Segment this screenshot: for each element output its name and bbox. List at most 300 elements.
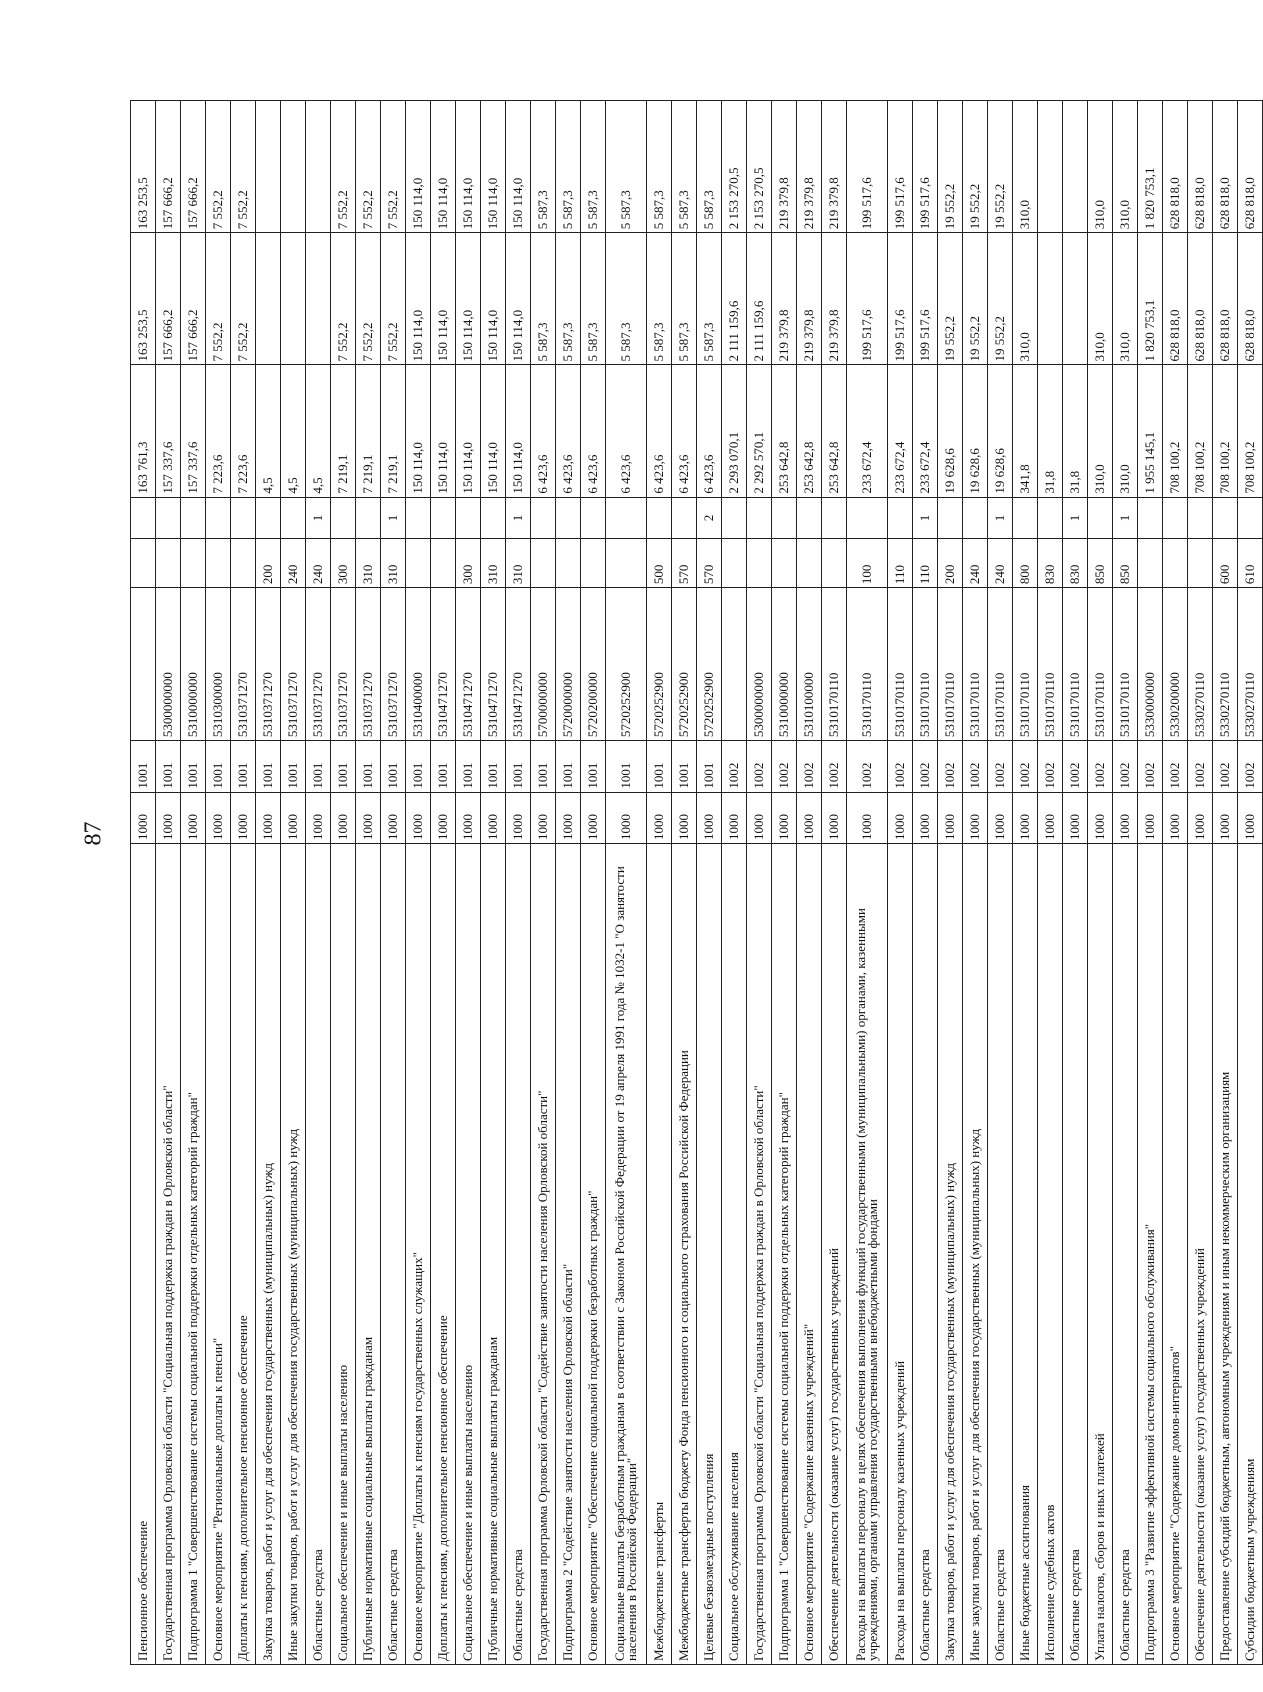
amount-year-3: 5 587,3 bbox=[556, 101, 581, 233]
amount-year-1: 2 292 570,1 bbox=[747, 365, 772, 497]
amount-year-1: 2 293 070,1 bbox=[722, 365, 747, 497]
amount-year-1: 150 114,0 bbox=[481, 365, 506, 497]
table-row bbox=[913, 101, 938, 1665]
section-code: 1000 bbox=[181, 792, 206, 843]
target-article-code: 5330270110 bbox=[1213, 588, 1238, 741]
target-article-code: 5720252900 bbox=[606, 588, 647, 741]
budget-table bbox=[130, 100, 1263, 1665]
section-code: 1000 bbox=[988, 792, 1013, 843]
subsection-code: 1001 bbox=[606, 741, 647, 792]
subsection-code: 1002 bbox=[1138, 741, 1163, 792]
table-row bbox=[1138, 101, 1163, 1665]
subsection-code: 1001 bbox=[431, 741, 456, 792]
target-article-code: 5310371270 bbox=[331, 588, 356, 741]
funding-source-code bbox=[847, 497, 888, 539]
section-code: 1000 bbox=[1038, 792, 1063, 843]
amount-year-2: 219 379,8 bbox=[797, 233, 822, 365]
row-name: Доплаты к пенсиям, дополнительное пенсионное обеспечение bbox=[431, 844, 456, 1665]
funding-source-code bbox=[672, 497, 697, 539]
amount-year-3: 5 587,3 bbox=[531, 101, 556, 233]
row-name: Областные средства bbox=[506, 844, 531, 1665]
target-article-code: 5310170110 bbox=[1113, 588, 1138, 741]
funding-source-code bbox=[531, 497, 556, 539]
target-article-code: 5310371270 bbox=[231, 588, 256, 741]
expense-type-code: 310 bbox=[356, 539, 381, 588]
funding-source-code bbox=[1163, 497, 1188, 539]
funding-source-code bbox=[356, 497, 381, 539]
expense-type-code: 240 bbox=[988, 539, 1013, 588]
subsection-code: 1001 bbox=[306, 741, 331, 792]
funding-source-code bbox=[963, 497, 988, 539]
section-code: 1000 bbox=[722, 792, 747, 843]
section-code: 1000 bbox=[672, 792, 697, 843]
expense-type-code: 100 bbox=[847, 539, 888, 588]
table-row bbox=[456, 101, 481, 1665]
table-row bbox=[556, 101, 581, 1665]
amount-year-3: 628 818,0 bbox=[1213, 101, 1238, 233]
amount-year-2: 5 587,3 bbox=[647, 233, 672, 365]
amount-year-3: 19 552,2 bbox=[938, 101, 963, 233]
funding-source-code bbox=[206, 497, 231, 539]
subsection-code: 1002 bbox=[1188, 741, 1213, 792]
section-code: 1000 bbox=[606, 792, 647, 843]
amount-year-3: 5 587,3 bbox=[697, 101, 722, 233]
subsection-code: 1001 bbox=[697, 741, 722, 792]
section-code: 1000 bbox=[556, 792, 581, 843]
amount-year-1: 310,0 bbox=[1088, 365, 1113, 497]
funding-source-code bbox=[181, 497, 206, 539]
expense-type-code: 830 bbox=[1063, 539, 1088, 588]
amount-year-3: 7 552,2 bbox=[206, 101, 231, 233]
expense-type-code: 300 bbox=[331, 539, 356, 588]
amount-year-1: 7 219,1 bbox=[356, 365, 381, 497]
row-name: Иные бюджетные ассигнования bbox=[1013, 844, 1038, 1665]
section-code: 1000 bbox=[306, 792, 331, 843]
amount-year-1: 4,5 bbox=[306, 365, 331, 497]
amount-year-2 bbox=[1063, 233, 1088, 365]
funding-source-code: 1 bbox=[1063, 497, 1088, 539]
section-code: 1000 bbox=[256, 792, 281, 843]
table-row bbox=[356, 101, 381, 1665]
target-article-code: 5310170110 bbox=[913, 588, 938, 741]
section-code: 1000 bbox=[356, 792, 381, 843]
amount-year-1: 253 642,8 bbox=[822, 365, 847, 497]
expense-type-code: 300 bbox=[456, 539, 481, 588]
subsection-code: 1002 bbox=[888, 741, 913, 792]
subsection-code: 1001 bbox=[481, 741, 506, 792]
subsection-code: 1002 bbox=[963, 741, 988, 792]
funding-source-code bbox=[556, 497, 581, 539]
amount-year-3: 2 153 270,5 bbox=[722, 101, 747, 233]
amount-year-2: 628 818,0 bbox=[1163, 233, 1188, 365]
funding-source-code bbox=[797, 497, 822, 539]
amount-year-2 bbox=[281, 233, 306, 365]
table-row bbox=[772, 101, 797, 1665]
expense-type-code bbox=[131, 539, 156, 588]
row-name: Государственная программа Орловской области "Социальная поддержка граждан в Орловской области" bbox=[156, 844, 181, 1665]
expense-type-code: 850 bbox=[1113, 539, 1138, 588]
expense-type-code: 240 bbox=[963, 539, 988, 588]
expense-type-code bbox=[747, 539, 772, 588]
amount-year-3: 219 379,8 bbox=[822, 101, 847, 233]
table-row bbox=[647, 101, 672, 1665]
section-code: 1000 bbox=[888, 792, 913, 843]
expense-type-code: 310 bbox=[506, 539, 531, 588]
row-name: Областные средства bbox=[988, 844, 1013, 1665]
expense-type-code bbox=[1188, 539, 1213, 588]
expense-type-code bbox=[156, 539, 181, 588]
row-name: Предоставление субсидий бюджетным, автономным учреждениям и иным некоммерческим организациям bbox=[1213, 844, 1238, 1665]
amount-year-3: 5 587,3 bbox=[581, 101, 606, 233]
amount-year-1: 6 423,6 bbox=[697, 365, 722, 497]
section-code: 1000 bbox=[797, 792, 822, 843]
table-row bbox=[888, 101, 913, 1665]
table-body bbox=[131, 101, 1263, 1665]
expense-type-code: 240 bbox=[306, 539, 331, 588]
section-code: 1000 bbox=[847, 792, 888, 843]
target-article-code: 5720252900 bbox=[647, 588, 672, 741]
amount-year-2 bbox=[1038, 233, 1063, 365]
funding-source-code bbox=[156, 497, 181, 539]
amount-year-3: 163 253,5 bbox=[131, 101, 156, 233]
amount-year-2: 5 587,3 bbox=[672, 233, 697, 365]
funding-source-code bbox=[888, 497, 913, 539]
row-name: Субсидии бюджетным учреждениям bbox=[1238, 844, 1263, 1665]
table-row bbox=[131, 101, 156, 1665]
expense-type-code bbox=[722, 539, 747, 588]
section-code: 1000 bbox=[456, 792, 481, 843]
row-name: Расходы на выплаты персоналу казенных учреждений bbox=[888, 844, 913, 1665]
section-code: 1000 bbox=[1213, 792, 1238, 843]
subsection-code: 1001 bbox=[672, 741, 697, 792]
funding-source-code bbox=[722, 497, 747, 539]
row-name: Закупка товаров, работ и услуг для обеспечения государственных (муниципальных) нужд bbox=[938, 844, 963, 1665]
subsection-code: 1002 bbox=[1163, 741, 1188, 792]
amount-year-2: 150 114,0 bbox=[406, 233, 431, 365]
amount-year-1: 150 114,0 bbox=[431, 365, 456, 497]
target-article-code: 5310371270 bbox=[356, 588, 381, 741]
section-code: 1000 bbox=[747, 792, 772, 843]
amount-year-1: 253 642,8 bbox=[797, 365, 822, 497]
amount-year-1: 150 114,0 bbox=[456, 365, 481, 497]
amount-year-3: 1 820 753,1 bbox=[1138, 101, 1163, 233]
expense-type-code bbox=[606, 539, 647, 588]
subsection-code: 1001 bbox=[531, 741, 556, 792]
funding-source-code bbox=[1188, 497, 1213, 539]
table-row bbox=[231, 101, 256, 1665]
section-code: 1000 bbox=[1188, 792, 1213, 843]
table-row bbox=[1163, 101, 1188, 1665]
expense-type-code bbox=[797, 539, 822, 588]
amount-year-2: 157 666,2 bbox=[156, 233, 181, 365]
target-article-code: 5310170110 bbox=[1013, 588, 1038, 741]
section-code: 1000 bbox=[156, 792, 181, 843]
funding-source-code bbox=[406, 497, 431, 539]
section-code: 1000 bbox=[938, 792, 963, 843]
funding-source-code bbox=[131, 497, 156, 539]
table-row bbox=[697, 101, 722, 1665]
target-article-code: 5310471270 bbox=[431, 588, 456, 741]
amount-year-1: 157 337,6 bbox=[156, 365, 181, 497]
row-name: Социальное обеспечение и иные выплаты населению bbox=[456, 844, 481, 1665]
expense-type-code: 110 bbox=[888, 539, 913, 588]
amount-year-1: 19 628,6 bbox=[938, 365, 963, 497]
amount-year-2: 163 253,5 bbox=[131, 233, 156, 365]
section-code: 1000 bbox=[531, 792, 556, 843]
target-article-code: 5310400000 bbox=[406, 588, 431, 741]
amount-year-1: 157 337,6 bbox=[181, 365, 206, 497]
target-article-code: 5310170110 bbox=[1088, 588, 1113, 741]
row-name: Основное мероприятие "Содержание казенных учреждений" bbox=[797, 844, 822, 1665]
row-name: Целевые безвозмездные поступления bbox=[697, 844, 722, 1665]
subsection-code: 1002 bbox=[1038, 741, 1063, 792]
expense-type-code: 240 bbox=[281, 539, 306, 588]
amount-year-3: 157 666,2 bbox=[181, 101, 206, 233]
amount-year-1: 150 114,0 bbox=[506, 365, 531, 497]
funding-source-code: 1 bbox=[988, 497, 1013, 539]
row-name: Областные средства bbox=[1113, 844, 1138, 1665]
amount-year-1: 233 672,4 bbox=[847, 365, 888, 497]
amount-year-2: 150 114,0 bbox=[456, 233, 481, 365]
row-name: Государственная программа Орловской области "Социальная поддержка граждан в Орловской области" bbox=[747, 844, 772, 1665]
funding-source-code bbox=[1238, 497, 1263, 539]
target-article-code: 5310371270 bbox=[281, 588, 306, 741]
section-code: 1000 bbox=[331, 792, 356, 843]
section-code: 1000 bbox=[1238, 792, 1263, 843]
target-article-code: 5720252900 bbox=[697, 588, 722, 741]
amount-year-1: 310,0 bbox=[1113, 365, 1138, 497]
amount-year-3: 628 818,0 bbox=[1163, 101, 1188, 233]
table-row bbox=[847, 101, 888, 1665]
row-name: Пенсионное обеспечение bbox=[131, 844, 156, 1665]
amount-year-3: 199 517,6 bbox=[888, 101, 913, 233]
amount-year-2: 199 517,6 bbox=[913, 233, 938, 365]
funding-source-code: 1 bbox=[306, 497, 331, 539]
subsection-code: 1001 bbox=[331, 741, 356, 792]
expense-type-code: 200 bbox=[938, 539, 963, 588]
expense-type-code bbox=[406, 539, 431, 588]
funding-source-code bbox=[456, 497, 481, 539]
amount-year-2 bbox=[256, 233, 281, 365]
row-name: Исполнение судебных актов bbox=[1038, 844, 1063, 1665]
amount-year-1: 4,5 bbox=[256, 365, 281, 497]
amount-year-3: 7 552,2 bbox=[356, 101, 381, 233]
target-article-code: 5310100000 bbox=[797, 588, 822, 741]
row-name: Подпрограмма 2 "Содействие занятости населения Орловской области" bbox=[556, 844, 581, 1665]
row-name: Иные закупки товаров, работ и услуг для обеспечения государственных (муниципальных) нужд bbox=[963, 844, 988, 1665]
target-article-code: 5310170110 bbox=[888, 588, 913, 741]
expense-type-code: 310 bbox=[481, 539, 506, 588]
amount-year-2: 199 517,6 bbox=[847, 233, 888, 365]
amount-year-1: 7 219,1 bbox=[381, 365, 406, 497]
amount-year-3: 2 153 270,5 bbox=[747, 101, 772, 233]
section-code: 1000 bbox=[822, 792, 847, 843]
funding-source-code bbox=[231, 497, 256, 539]
row-name: Основное мероприятие "Обеспечение социальной поддержки безработных граждан" bbox=[581, 844, 606, 1665]
section-code: 1000 bbox=[1113, 792, 1138, 843]
table-row bbox=[1038, 101, 1063, 1665]
section-code: 1000 bbox=[206, 792, 231, 843]
amount-year-2: 219 379,8 bbox=[772, 233, 797, 365]
row-name: Основное мероприятие "Региональные доплаты к пенсии" bbox=[206, 844, 231, 1665]
amount-year-3: 628 818,0 bbox=[1188, 101, 1213, 233]
amount-year-1: 341,8 bbox=[1013, 365, 1038, 497]
row-name: Областные средства bbox=[381, 844, 406, 1665]
subsection-code: 1002 bbox=[1213, 741, 1238, 792]
section-code: 1000 bbox=[406, 792, 431, 843]
expense-type-code bbox=[1163, 539, 1188, 588]
target-article-code: 5310170110 bbox=[1063, 588, 1088, 741]
table-row bbox=[1238, 101, 1263, 1665]
amount-year-3: 310,0 bbox=[1113, 101, 1138, 233]
target-article-code: 5310300000 bbox=[206, 588, 231, 741]
table-row bbox=[1188, 101, 1213, 1665]
amount-year-1: 7 223,6 bbox=[231, 365, 256, 497]
amount-year-1: 6 423,6 bbox=[581, 365, 606, 497]
section-code: 1000 bbox=[381, 792, 406, 843]
funding-source-code bbox=[747, 497, 772, 539]
amount-year-3: 310,0 bbox=[1088, 101, 1113, 233]
row-name: Подпрограмма 3 "Развитие эффективной системы социального обслуживания" bbox=[1138, 844, 1163, 1665]
section-code: 1000 bbox=[647, 792, 672, 843]
table-row bbox=[747, 101, 772, 1665]
expense-type-code: 800 bbox=[1013, 539, 1038, 588]
amount-year-3: 199 517,6 bbox=[913, 101, 938, 233]
page-number: 87 bbox=[80, 821, 107, 846]
target-article-code: 5310170110 bbox=[847, 588, 888, 741]
amount-year-2: 1 820 753,1 bbox=[1138, 233, 1163, 365]
expense-type-code: 110 bbox=[913, 539, 938, 588]
subsection-code: 1001 bbox=[456, 741, 481, 792]
subsection-code: 1001 bbox=[406, 741, 431, 792]
rotated-table-wrapper bbox=[130, 100, 1257, 1665]
expense-type-code: 830 bbox=[1038, 539, 1063, 588]
row-name: Основное мероприятие "Содержание домов-интернатов" bbox=[1163, 844, 1188, 1665]
funding-source-code bbox=[1013, 497, 1038, 539]
amount-year-1: 6 423,6 bbox=[672, 365, 697, 497]
target-article-code: 5720000000 bbox=[556, 588, 581, 741]
row-name: Областные средства bbox=[913, 844, 938, 1665]
amount-year-3: 7 552,2 bbox=[231, 101, 256, 233]
table-row bbox=[797, 101, 822, 1665]
amount-year-3: 219 379,8 bbox=[797, 101, 822, 233]
table-row bbox=[822, 101, 847, 1665]
subsection-code: 1001 bbox=[506, 741, 531, 792]
subsection-code: 1001 bbox=[256, 741, 281, 792]
table-row bbox=[988, 101, 1013, 1665]
amount-year-3: 150 114,0 bbox=[406, 101, 431, 233]
table-row bbox=[381, 101, 406, 1665]
table-row bbox=[156, 101, 181, 1665]
amount-year-2: 5 587,3 bbox=[556, 233, 581, 365]
row-name: Расходы на выплаты персоналу в целях обеспечения выполнения функций государственными (муниципальными) органами, казенными учреждениями, органами управления государственными внебюджетными фондами bbox=[847, 844, 888, 1665]
amount-year-3 bbox=[1063, 101, 1088, 233]
amount-year-2: 628 818,0 bbox=[1188, 233, 1213, 365]
target-article-code: 5330270110 bbox=[1188, 588, 1213, 741]
amount-year-1: 31,8 bbox=[1038, 365, 1063, 497]
funding-source-code: 1 bbox=[913, 497, 938, 539]
amount-year-3: 5 587,3 bbox=[606, 101, 647, 233]
target-article-code: 5310471270 bbox=[481, 588, 506, 741]
row-name: Иные закупки товаров, работ и услуг для обеспечения государственных (муниципальных) нужд bbox=[281, 844, 306, 1665]
table-row bbox=[406, 101, 431, 1665]
target-article-code bbox=[131, 588, 156, 741]
row-name: Подпрограмма 1 "Совершенствование системы социальной поддержки отдельных категорий граждан" bbox=[772, 844, 797, 1665]
expense-type-code: 570 bbox=[672, 539, 697, 588]
funding-source-code bbox=[431, 497, 456, 539]
expense-type-code bbox=[822, 539, 847, 588]
amount-year-1: 6 423,6 bbox=[556, 365, 581, 497]
target-article-code: 5700000000 bbox=[531, 588, 556, 741]
amount-year-2: 7 552,2 bbox=[331, 233, 356, 365]
expense-type-code bbox=[772, 539, 797, 588]
amount-year-3: 157 666,2 bbox=[156, 101, 181, 233]
section-code: 1000 bbox=[481, 792, 506, 843]
target-article-code: 5310170110 bbox=[938, 588, 963, 741]
amount-year-2: 219 379,8 bbox=[822, 233, 847, 365]
section-code: 1000 bbox=[281, 792, 306, 843]
amount-year-2: 19 552,2 bbox=[938, 233, 963, 365]
section-code: 1000 bbox=[1063, 792, 1088, 843]
amount-year-1: 708 100,2 bbox=[1163, 365, 1188, 497]
amount-year-2: 310,0 bbox=[1013, 233, 1038, 365]
amount-year-2: 7 552,2 bbox=[206, 233, 231, 365]
expense-type-code bbox=[1138, 539, 1163, 588]
amount-year-3: 7 552,2 bbox=[381, 101, 406, 233]
amount-year-2: 19 552,2 bbox=[988, 233, 1013, 365]
subsection-code: 1001 bbox=[231, 741, 256, 792]
expense-type-code bbox=[431, 539, 456, 588]
amount-year-1: 708 100,2 bbox=[1213, 365, 1238, 497]
table-row bbox=[506, 101, 531, 1665]
subsection-code: 1002 bbox=[913, 741, 938, 792]
amount-year-3: 219 379,8 bbox=[772, 101, 797, 233]
amount-year-1: 163 761,3 bbox=[131, 365, 156, 497]
section-code: 1000 bbox=[431, 792, 456, 843]
table-row bbox=[722, 101, 747, 1665]
expense-type-code bbox=[556, 539, 581, 588]
row-name: Межбюджетные трансферты bbox=[647, 844, 672, 1665]
funding-source-code bbox=[1213, 497, 1238, 539]
amount-year-3: 19 552,2 bbox=[963, 101, 988, 233]
subsection-code: 1002 bbox=[772, 741, 797, 792]
row-name: Социальное обслуживание населения bbox=[722, 844, 747, 1665]
amount-year-1: 708 100,2 bbox=[1238, 365, 1263, 497]
expense-type-code: 850 bbox=[1088, 539, 1113, 588]
row-name: Подпрограмма 1 "Совершенствование системы социальной поддержки отдельных категорий граждан" bbox=[181, 844, 206, 1665]
expense-type-code bbox=[531, 539, 556, 588]
amount-year-1: 31,8 bbox=[1063, 365, 1088, 497]
expense-type-code: 600 bbox=[1213, 539, 1238, 588]
funding-source-code bbox=[606, 497, 647, 539]
amount-year-2: 2 111 159,6 bbox=[722, 233, 747, 365]
funding-source-code bbox=[331, 497, 356, 539]
target-article-code: 5310471270 bbox=[456, 588, 481, 741]
amount-year-2: 150 114,0 bbox=[481, 233, 506, 365]
amount-year-2: 2 111 159,6 bbox=[747, 233, 772, 365]
subsection-code: 1001 bbox=[156, 741, 181, 792]
amount-year-3: 5 587,3 bbox=[647, 101, 672, 233]
amount-year-2: 310,0 bbox=[1113, 233, 1138, 365]
amount-year-3: 7 552,2 bbox=[331, 101, 356, 233]
target-article-code: 5720200000 bbox=[581, 588, 606, 741]
target-article-code: 5330000000 bbox=[1138, 588, 1163, 741]
amount-year-2: 150 114,0 bbox=[431, 233, 456, 365]
amount-year-2: 7 552,2 bbox=[356, 233, 381, 365]
amount-year-3: 310,0 bbox=[1013, 101, 1038, 233]
subsection-code: 1002 bbox=[1113, 741, 1138, 792]
expense-type-code: 610 bbox=[1238, 539, 1263, 588]
